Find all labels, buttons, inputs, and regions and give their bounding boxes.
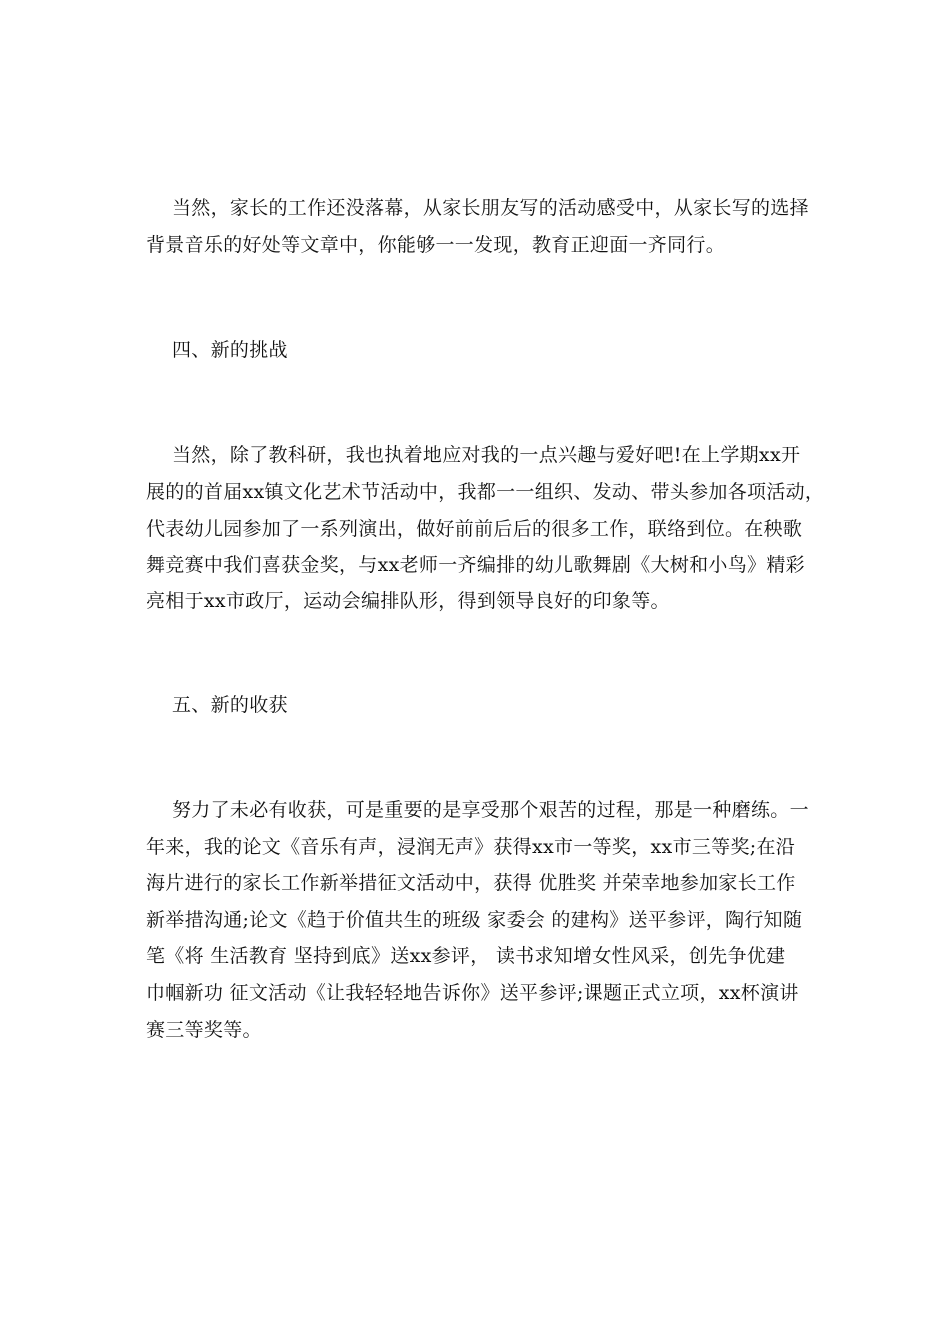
section-heading-5: 五、新的收获 (172, 694, 288, 716)
paragraph-4-line-4: 舞竞赛中我们喜获金奖，与xx老师一齐编排的幼儿歌舞剧《大树和小鸟》精彩 (146, 554, 805, 576)
section-heading-4: 四、新的挑战 (172, 339, 288, 361)
paragraph-5-line-4: 新举措沟通;论文《趋于价值共生的班级 家委会 的建构》送平参评，陶行知随 (146, 909, 803, 931)
paragraph-4-line-3: 代表幼儿园参加了一系列演出，做好前前后后的很多工作，联络到位。在秧歌 (146, 518, 803, 540)
paragraph-4-line-2: 展的的首届xx镇文化艺术节活动中，我都一一组织、发动、带头参加各项活动， (146, 481, 825, 503)
paragraph-4-line-5: 亮相于xx市政厅，运动会编排队形，得到领导良好的印象等。 (146, 590, 670, 612)
paragraph-4-line-1: 当然，除了教科研，我也执着地应对我的一点兴趣与爱好吧!在上学期xx开 (172, 444, 801, 466)
paragraph-5-line-6: 巾帼新功 征文活动《让我轻轻地告诉你》送平参评;课题正式立项，xx杯演讲 (146, 982, 799, 1004)
paragraph-5-line-1: 努力了未必有收获，可是重要的是享受那个艰苦的过程，那是一种磨练。一 (172, 799, 809, 821)
paragraph-5-line-5: 笔《将 生活教育 坚持到底》送xx参评， 读书求知增女性风采，创先争优建 (146, 945, 786, 967)
paragraph-5-line-3: 海片进行的家长工作新举措征文活动中，获得 优胜奖 并荣幸地参加家长工作 (146, 872, 796, 894)
paragraph-5-line-2: 年来，我的论文《音乐有声，浸润无声》获得xx市一等奖，xx市三等奖;在沿 (146, 836, 796, 858)
paragraph-3-line-1: 当然，家长的工作还没落幕，从家长朋友写的活动感受中，从家长写的选择 (172, 197, 809, 219)
paragraph-5-line-7: 赛三等奖等。 (146, 1019, 262, 1041)
paragraph-3-line-2: 背景音乐的好处等文章中，你能够一一发现，教育正迎面一齐同行。 (146, 234, 726, 256)
